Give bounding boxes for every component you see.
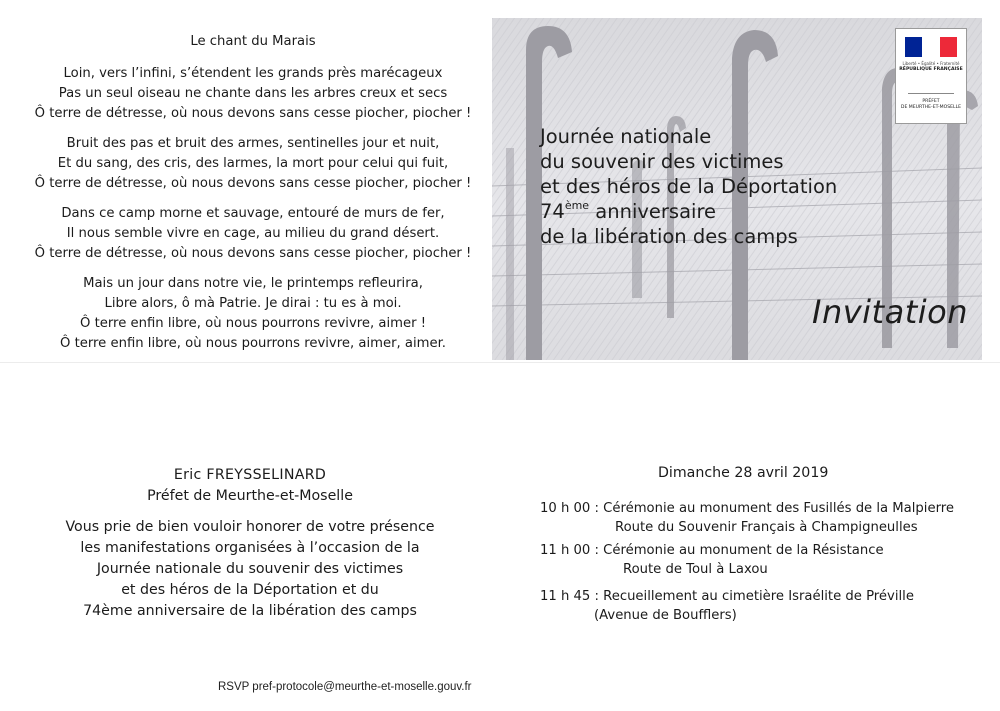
poem-line: Bruit des pas et bruit des armes, sentinelles jour et nuit, (66, 136, 440, 151)
french-flag-icon (905, 37, 957, 57)
rsvp-line: RSVP pref-protocole@meurthe-et-moselle.gouv.fr (218, 681, 472, 693)
logo-republic: RÉPUBLIQUE FRANÇAISE (899, 67, 963, 72)
schedule-item-title: 10 h 00 : Cérémonie au monument des Fusillés de la Malpierre (540, 501, 955, 516)
logo-motto: Liberté • Égalité • Fraternité (902, 61, 960, 66)
event-title (540, 124, 870, 249)
host-message-line: les manifestations organisées à l’occasion de la (80, 540, 420, 556)
poem-line: Mais un jour dans notre vie, le printemps refleurira, (83, 276, 423, 291)
host-role: Préfet de Meurthe-et-Moselle (147, 488, 353, 504)
poem-line: Dans ce camp morne et sauvage, entouré de murs de fer, (61, 206, 445, 221)
schedule-item-location: (Avenue de Boufflers) (594, 608, 737, 623)
title-line: du souvenir des victimes (540, 150, 784, 173)
schedule-item-location: Route du Souvenir Français à Champigneulles (615, 520, 918, 535)
title-line: de la libération des camps (540, 225, 798, 248)
poem-line: Libre alors, ô mà Patrie. Je dirai : tu es à moi. (104, 296, 402, 311)
card-inside (0, 362, 1000, 711)
host-message-line: Journée nationale du souvenir des victimes (96, 561, 404, 577)
host-message-line: Vous prie de bien vouloir honorer de votre présence (65, 519, 435, 535)
host-block (20, 465, 480, 622)
event-date-text: Dimanche 28 avril 2019 (658, 465, 829, 481)
poem (18, 30, 488, 364)
poem-line: Ô terre de détresse, où nous devons sans cesse piocher, piocher ! (34, 106, 472, 121)
logo-divider (908, 93, 954, 94)
poem-line: Pas un seul oiseau ne chante dans les arbres creux et secs (58, 86, 448, 101)
poem-line: Il nous semble vivre en cage, au milieu du grand désert. (66, 226, 440, 241)
poem-line: Ô terre enfin libre, où nous pourrons revivre, aimer ! (80, 316, 426, 331)
schedule-item (540, 541, 970, 579)
poem-line: Ô terre de détresse, où nous devons sans cesse piocher, piocher ! (34, 246, 472, 261)
title-line: Journée nationale (540, 125, 712, 148)
host-message-line: et des héros de la Déportation et du (121, 582, 379, 598)
poem-stanza-4 (18, 274, 488, 354)
schedule-item-title: 11 h 00 : Cérémonie au monument de la Résistance (540, 543, 884, 558)
host-message-line: 74ème anniversaire de la libération des camps (83, 603, 417, 619)
logo-prefet: PRÉFET DE MEURTHE-ET-MOSELLE (900, 99, 962, 110)
poem-stanza-2 (18, 134, 488, 194)
poem-line: Loin, vers l’infini, s’étendent les grands près marécageux (63, 66, 443, 81)
title-line: et des héros de la Déportation (540, 175, 838, 198)
schedule-item (540, 499, 970, 537)
poem-line: Ô terre de détresse, où nous devons sans cesse piocher, piocher ! (34, 176, 472, 191)
host-name: Eric FREYSSELINARD (173, 467, 327, 483)
poem-title: Le chant du Marais (190, 34, 316, 49)
poem-line: Ô terre enfin libre, où nous pourrons revivre, aimer, aimer. (60, 336, 446, 351)
schedule-item-location: Route de Toul à Laxou (623, 562, 768, 577)
invitation-heading: Invitation (812, 293, 968, 331)
poem-line: Et du sang, des cris, des larmes, la mort pour celui qui fuit, (57, 156, 449, 171)
poem-stanza-3 (18, 204, 488, 264)
schedule-item (540, 587, 970, 625)
poem-stanza-1 (18, 64, 488, 124)
prefecture-logo (895, 28, 967, 124)
title-anniversary: 74ème anniversaire (540, 199, 717, 223)
schedule-item-title: 11 h 45 : Recueillement au cimetière Israélite de Préville (540, 589, 914, 604)
